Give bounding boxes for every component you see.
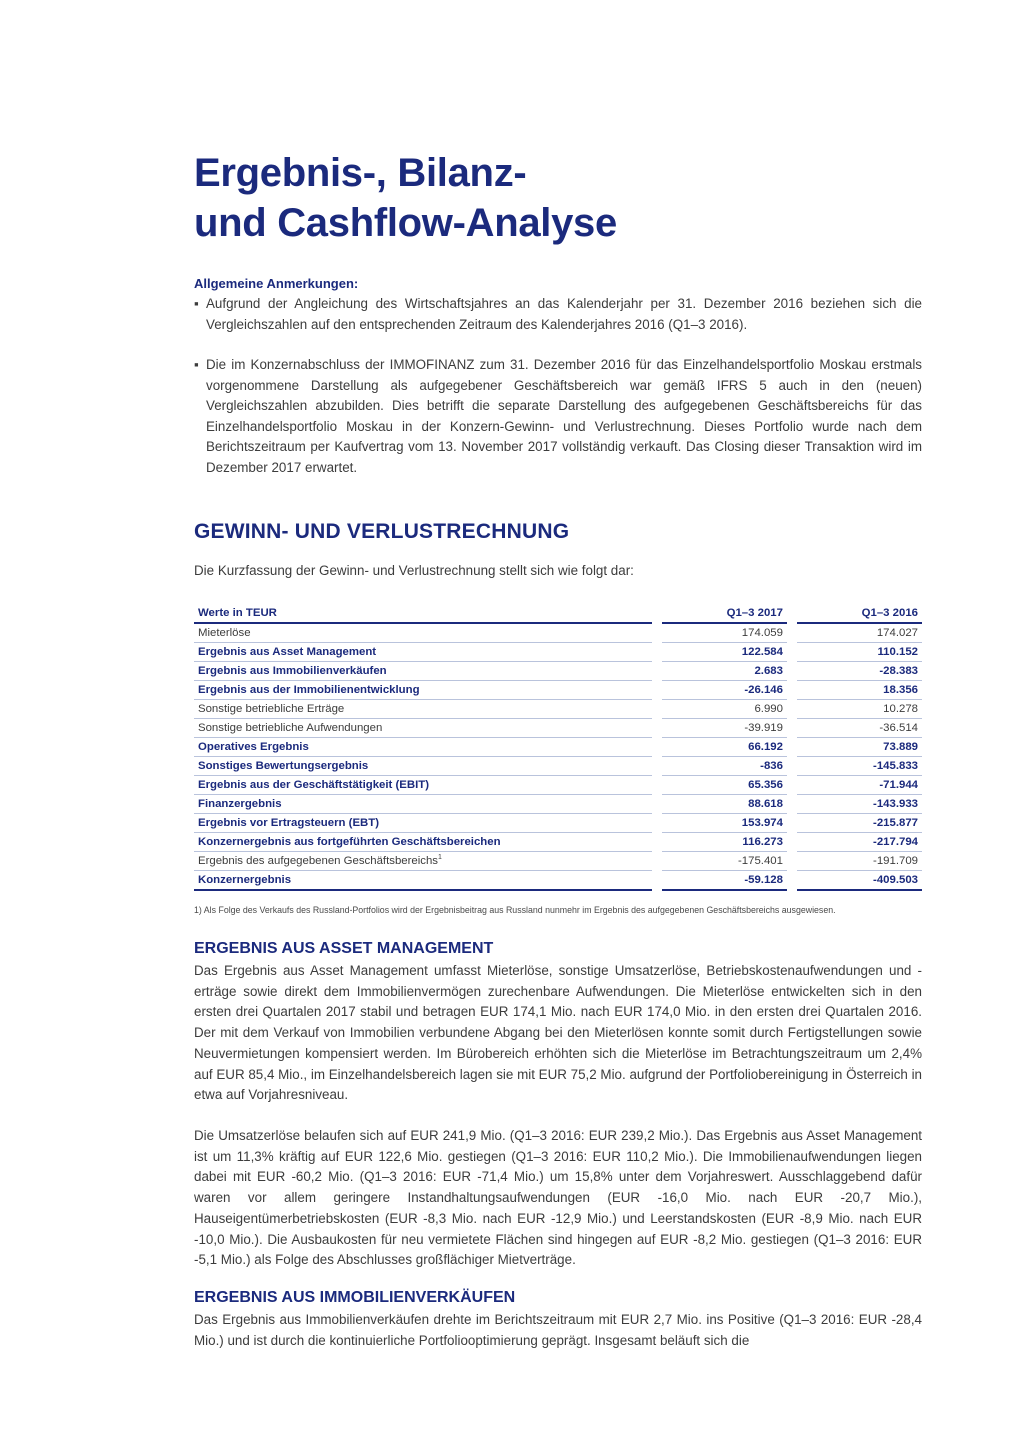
- column-gap: [652, 662, 662, 681]
- value-2016: -28.383: [797, 662, 922, 681]
- value-2017: 153.974: [662, 814, 787, 833]
- column-gap: [652, 700, 662, 719]
- section-heading-property-sales: ERGEBNIS AUS IMMOBILIENVERKÄUFEN: [194, 1289, 516, 1306]
- column-gap: [787, 700, 797, 719]
- value-2016: 10.278: [797, 700, 922, 719]
- row-label: [194, 871, 652, 891]
- value-2016: 110.152: [797, 643, 922, 662]
- paragraph: Das Ergebnis aus Asset Management umfasst Mieterlöse, sonstige Umsatzerlöse, Betriebskostenaufwendungen und -erträge sowie direkt dem Immobilienvermögen zurechenbare Aufwendungen. Die Mieterlöse entwickelten sich in den ersten drei Quartalen 2017 stabil und betragen EUR 174,1 Mio. nach EUR 174,0 Mio. in den ersten drei Quartalen 2016. Der mit dem Verkauf von Immobilien verbundene Abgang bei den Mieterlösen konnte somit durch Fertigstellungen sowie Neuvermietungen kompensiert werden. Im Bürobereich erhöhten sich die Mieterlöse im Betrachtungszeitraum um 2,4% auf EUR 85,4 Mio., im Einzelhandelsbereich lagen sie mit EUR 75,2 Mio. aufgrund der Portfoliobereinigung in Österreich in etwa auf Vorjahresniveau.: [194, 963, 922, 1103]
- value-2017: -836: [662, 757, 787, 776]
- page-title-line-1: Ergebnis-, Bilanz-: [194, 151, 527, 195]
- table-row: [194, 795, 922, 814]
- page-title-line-2: und Cashflow-Analyse: [194, 201, 617, 245]
- value-2016: 174.027: [797, 624, 922, 643]
- column-gap: [787, 643, 797, 662]
- table-row: [194, 871, 922, 891]
- row-label: [194, 757, 652, 776]
- column-gap: [787, 719, 797, 738]
- row-label: [194, 643, 652, 662]
- column-gap: [787, 871, 797, 891]
- row-label: [194, 776, 652, 795]
- value-2017: -26.146: [662, 681, 787, 700]
- row-label-text: Ergebnis aus der Immobilienentwicklung: [198, 684, 420, 696]
- row-label: [194, 719, 652, 738]
- note-item: [194, 294, 922, 335]
- section-heading-asset-management: ERGEBNIS AUS ASSET MANAGEMENT: [194, 940, 494, 957]
- column-gap: [787, 776, 797, 795]
- paragraph: Die Umsatzerlöse belaufen sich auf EUR 241,9 Mio. (Q1–3 2016: EUR 239,2 Mio.). Das Ergebnis aus Asset Management ist um 11,3% kräftig auf EUR 122,6 Mio. gestiegen (Q1–3 2016: EUR 110,2 Mio.). Die Immobilienaufwendungen liegen dabei mit EUR -60,2 Mio. (Q1–3 2016: EUR -71,4 Mio.) um 15,8% unter dem Vorjahreswert. Ausschlaggebend dafür waren vor allem geringere Instandhaltungsaufwendungen (EUR -16,0 Mio. nach EUR -20,7 Mio.), Hauseigentümerbetriebskosten (EUR -8,3 Mio. nach EUR -12,9 Mio.) und Leerstandskosten (EUR -8,9 Mio. nach EUR -10,0 Mio.). Die Ausbaukosten für neu vermietete Flächen sind hingegen auf EUR -8,2 Mio. gestiegen (Q1–3 2016: EUR -5,1 Mio.) als Folge des Abschlusses großflächiger Mietverträge.: [194, 1128, 922, 1268]
- table-row: [194, 624, 922, 643]
- row-label: [194, 814, 652, 833]
- note-item: [194, 355, 922, 478]
- row-label-text: Ergebnis vor Ertragsteuern (EBT): [198, 817, 380, 829]
- bullet-icon: ▪: [194, 296, 199, 311]
- row-label-text: Sonstige betriebliche Aufwendungen: [198, 722, 383, 734]
- row-label: [194, 738, 652, 757]
- column-header-2017: Q1–3 2017: [662, 604, 787, 624]
- value-2016: -71.944: [797, 776, 922, 795]
- value-2017: 2.683: [662, 662, 787, 681]
- value-2017: -39.919: [662, 719, 787, 738]
- value-2016: -145.833: [797, 757, 922, 776]
- income-statement-table: [194, 604, 922, 891]
- table-row: [194, 719, 922, 738]
- table-row: [194, 814, 922, 833]
- column-gap: [787, 833, 797, 852]
- column-gap: [652, 814, 662, 833]
- table-row: [194, 833, 922, 852]
- column-gap: [787, 662, 797, 681]
- value-2016: -36.514: [797, 719, 922, 738]
- value-2017: 66.192: [662, 738, 787, 757]
- row-label-text: Sonstige betriebliche Erträge: [198, 703, 345, 715]
- row-label: [194, 833, 652, 852]
- section-intro: Die Kurzfassung der Gewinn- und Verlustrechnung stellt sich wie folgt dar:: [194, 563, 634, 578]
- bullet-icon: ▪: [194, 357, 199, 372]
- table-row: [194, 738, 922, 757]
- value-2016: 73.889: [797, 738, 922, 757]
- row-label-text: Ergebnis aus Immobilienverkäufen: [198, 665, 387, 677]
- row-label-text: Finanzergebnis: [198, 798, 282, 810]
- value-2016: -191.709: [797, 852, 922, 871]
- row-label-text: Konzernergebnis: [198, 874, 292, 886]
- value-2017: 88.618: [662, 795, 787, 814]
- value-2016: -143.933: [797, 795, 922, 814]
- column-header-label: Werte in TEUR: [194, 604, 652, 624]
- note-text: Die im Konzernabschluss der IMMOFINANZ zum 31. Dezember 2016 für das Einzelhandelsportfolio Moskau erstmals vorgenommene Darstellung als aufgegebener Geschäftsbereich war gemäß IFRS 5 auch in den (neuen) Vergleichszahlen abzubilden. Dies betrifft die separate Darstellung des aufgegebenen Geschäftsbereichs für das Einzelhandelsportfolio Moskau in der Konzern-Gewinn- und Verlustrechnung. Dieses Portfolio wurde nach dem Berichtszeitraum per Kaufvertrag vom 13. November 2017 vollständig verkauft. Das Closing dieser Transaktion wird im Dezember 2017 erwartet.: [206, 357, 922, 475]
- column-gap: [787, 624, 797, 643]
- footnote-marker: 1: [438, 854, 442, 862]
- value-2016: 18.356: [797, 681, 922, 700]
- row-label: [194, 662, 652, 681]
- column-gap: [787, 814, 797, 833]
- row-label-text: Konzernergebnis aus fortgeführten Geschäftsbereichen: [198, 836, 501, 848]
- column-gap: [787, 681, 797, 700]
- value-2016: -215.877: [797, 814, 922, 833]
- row-label-text: Mieterlöse: [198, 627, 251, 639]
- column-gap: [787, 604, 797, 624]
- row-label-text: Ergebnis aus der Geschäftstätigkeit (EBIT): [198, 779, 430, 791]
- note-text: Aufgrund der Angleichung des Wirtschaftsjahres an das Kalenderjahr per 31. Dezember 2016 beziehen sich die Vergleichszahlen auf den entsprechenden Zeitraum des Kalenderjahres 2016 (Q1–3 2016).: [206, 296, 922, 332]
- column-gap: [787, 852, 797, 871]
- column-gap: [652, 604, 662, 624]
- column-header-2016: Q1–3 2016: [797, 604, 922, 624]
- column-gap: [652, 624, 662, 643]
- notes-heading: Allgemeine Anmerkungen:: [194, 276, 359, 291]
- value-2016: -409.503: [797, 871, 922, 891]
- value-2017: 65.356: [662, 776, 787, 795]
- value-2017: 174.059: [662, 624, 787, 643]
- column-gap: [652, 643, 662, 662]
- table-row: [194, 662, 922, 681]
- row-label: [194, 852, 652, 871]
- row-label: [194, 681, 652, 700]
- column-gap: [652, 757, 662, 776]
- table-row: [194, 776, 922, 795]
- column-gap: [652, 719, 662, 738]
- table-row: [194, 852, 922, 871]
- table-row: [194, 757, 922, 776]
- value-2017: 122.584: [662, 643, 787, 662]
- table-header-row: [194, 604, 922, 624]
- table-row: [194, 643, 922, 662]
- row-label: [194, 624, 652, 643]
- column-gap: [652, 795, 662, 814]
- row-label-text: Sonstiges Bewertungsergebnis: [198, 760, 369, 772]
- table-row: [194, 700, 922, 719]
- column-gap: [652, 852, 662, 871]
- column-gap: [652, 681, 662, 700]
- row-label: [194, 700, 652, 719]
- row-label-text: Operatives Ergebnis: [198, 741, 309, 753]
- row-label-text: Ergebnis aus Asset Management: [198, 646, 377, 658]
- column-gap: [787, 757, 797, 776]
- column-gap: [652, 871, 662, 891]
- section-heading-gv: GEWINN- UND VERLUSTRECHNUNG: [194, 520, 570, 543]
- value-2017: 116.273: [662, 833, 787, 852]
- column-gap: [652, 776, 662, 795]
- value-2017: 6.990: [662, 700, 787, 719]
- column-gap: [652, 833, 662, 852]
- paragraph: Das Ergebnis aus Immobilienverkäufen drehte im Berichtszeitraum mit EUR 2,7 Mio. ins Positive (Q1–3 2016: EUR -28,4 Mio.) und ist durch die kontinuierliche Portfoliooptimierung geprägt. Insgesamt beläuft sich die: [194, 1312, 922, 1348]
- table-row: [194, 681, 922, 700]
- column-gap: [787, 795, 797, 814]
- row-label-text: Ergebnis des aufgegebenen Geschäftsbereichs: [198, 855, 438, 867]
- value-2016: -217.794: [797, 833, 922, 852]
- value-2017: -59.128: [662, 871, 787, 891]
- table-footnote: 1) Als Folge des Verkaufs des Russland-Portfolios wird der Ergebnisbeitrag aus Russland nunmehr im Ergebnis des aufgegebenen Geschäftsbereichs ausgewiesen.: [194, 905, 836, 915]
- column-gap: [652, 738, 662, 757]
- page-title: [194, 148, 617, 248]
- value-2017: -175.401: [662, 852, 787, 871]
- column-gap: [787, 738, 797, 757]
- row-label: [194, 795, 652, 814]
